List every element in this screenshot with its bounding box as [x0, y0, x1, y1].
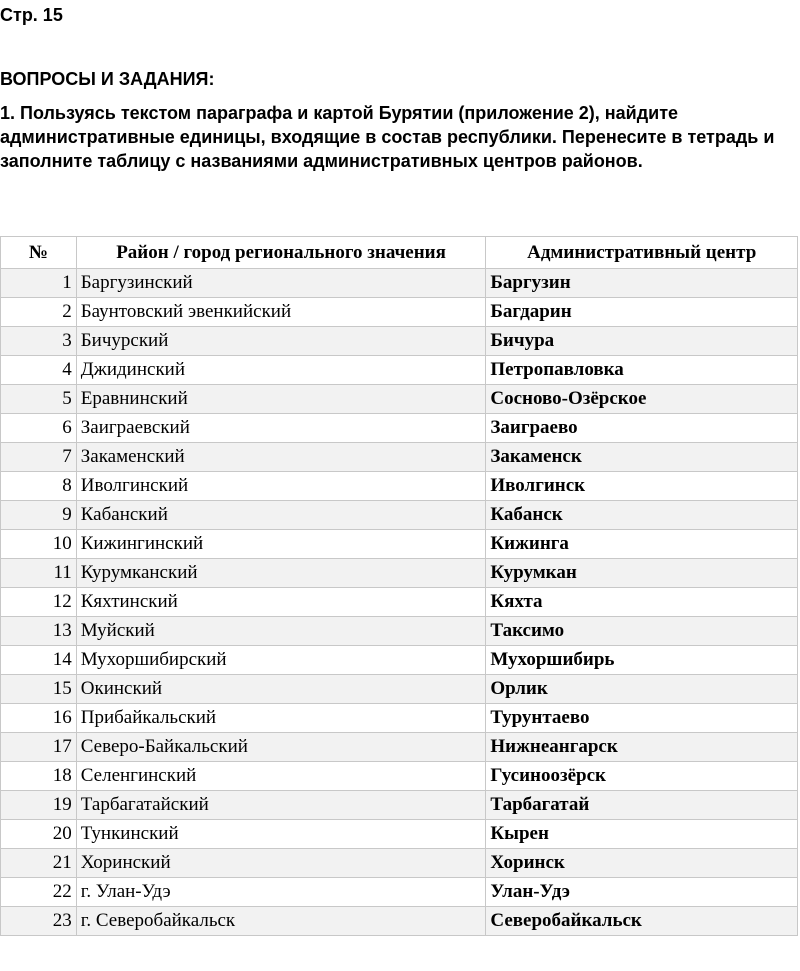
districts-table	[0, 236, 798, 936]
row-number: 5	[1, 385, 77, 414]
table-row	[1, 907, 798, 936]
table-row	[1, 269, 798, 298]
administrative-center: Северобайкальск	[486, 907, 798, 936]
district-name: Заиграевский	[76, 414, 486, 443]
row-number: 18	[1, 762, 77, 791]
district-name: Иволгинский	[76, 472, 486, 501]
table-row	[1, 414, 798, 443]
page-number: Стр. 15	[0, 5, 63, 25]
district-name: Муйский	[76, 617, 486, 646]
column-header-center: Административный центр	[486, 237, 798, 269]
district-name: Тункинский	[76, 820, 486, 849]
row-number: 4	[1, 356, 77, 385]
administrative-center: Закаменск	[486, 443, 798, 472]
table-row	[1, 617, 798, 646]
administrative-center: Мухоршибирь	[486, 646, 798, 675]
row-number: 12	[1, 588, 77, 617]
administrative-center: Таксимо	[486, 617, 798, 646]
administrative-center: Петропавловка	[486, 356, 798, 385]
table-body	[1, 269, 798, 936]
table-row	[1, 385, 798, 414]
table-row	[1, 878, 798, 907]
table-row	[1, 646, 798, 675]
district-name: Северо-Байкальский	[76, 733, 486, 762]
administrative-center: Кижинга	[486, 530, 798, 559]
administrative-center: Кяхта	[486, 588, 798, 617]
row-number: 16	[1, 704, 77, 733]
district-name: Еравнинский	[76, 385, 486, 414]
table-row	[1, 356, 798, 385]
table-row	[1, 849, 798, 878]
row-number: 14	[1, 646, 77, 675]
administrative-center: Орлик	[486, 675, 798, 704]
table-row	[1, 472, 798, 501]
district-name: Закаменский	[76, 443, 486, 472]
row-number: 21	[1, 849, 77, 878]
row-number: 1	[1, 269, 77, 298]
row-number: 2	[1, 298, 77, 327]
administrative-center: Сосново-Озёрское	[486, 385, 798, 414]
section-title: ВОПРОСЫ И ЗАДАНИЯ:	[0, 69, 215, 89]
table-row	[1, 762, 798, 791]
district-name: Баунтовский эвенкийский	[76, 298, 486, 327]
district-name: Кижингинский	[76, 530, 486, 559]
row-number: 23	[1, 907, 77, 936]
administrative-center: Гусиноозёрск	[486, 762, 798, 791]
row-number: 15	[1, 675, 77, 704]
district-name: Хоринский	[76, 849, 486, 878]
row-number: 7	[1, 443, 77, 472]
district-name: г. Улан-Удэ	[76, 878, 486, 907]
table-row	[1, 704, 798, 733]
administrative-center: Бичура	[486, 327, 798, 356]
district-name: Джидинский	[76, 356, 486, 385]
row-number: 11	[1, 559, 77, 588]
district-name: Окинский	[76, 675, 486, 704]
row-number: 20	[1, 820, 77, 849]
table-row	[1, 820, 798, 849]
table-row	[1, 559, 798, 588]
row-number: 10	[1, 530, 77, 559]
administrative-center: Кабанск	[486, 501, 798, 530]
row-number: 22	[1, 878, 77, 907]
table-row	[1, 501, 798, 530]
task-text: 1. Пользуясь текстом параграфа и картой Бурятии (приложение 2), найдите административные единицы, входящие в состав республики. Перенесите в тетрадь и заполните таблицу с названиями административных центров районов.	[0, 103, 775, 171]
district-name: Баргузинский	[76, 269, 486, 298]
table-row	[1, 327, 798, 356]
row-number: 8	[1, 472, 77, 501]
district-name: Тарбагатайский	[76, 791, 486, 820]
administrative-center: Улан-Удэ	[486, 878, 798, 907]
administrative-center: Тарбагатай	[486, 791, 798, 820]
row-number: 6	[1, 414, 77, 443]
administrative-center: Баргузин	[486, 269, 798, 298]
table-row	[1, 675, 798, 704]
district-name: Курумканский	[76, 559, 486, 588]
table-row	[1, 443, 798, 472]
district-name: Селенгинский	[76, 762, 486, 791]
row-number: 13	[1, 617, 77, 646]
district-name: Мухоршибирский	[76, 646, 486, 675]
table-row	[1, 791, 798, 820]
district-name: Прибайкальский	[76, 704, 486, 733]
district-name: г. Северобайкальск	[76, 907, 486, 936]
table-row	[1, 588, 798, 617]
table-header-row	[1, 237, 798, 269]
administrative-center: Багдарин	[486, 298, 798, 327]
administrative-center: Турунтаево	[486, 704, 798, 733]
administrative-center: Хоринск	[486, 849, 798, 878]
administrative-center: Иволгинск	[486, 472, 798, 501]
administrative-center: Кырен	[486, 820, 798, 849]
row-number: 3	[1, 327, 77, 356]
table-row	[1, 298, 798, 327]
row-number: 9	[1, 501, 77, 530]
row-number: 17	[1, 733, 77, 762]
column-header-number: №	[1, 237, 77, 269]
table-row	[1, 733, 798, 762]
column-header-district: Район / город регионального значения	[76, 237, 486, 269]
administrative-center: Курумкан	[486, 559, 798, 588]
table-row	[1, 530, 798, 559]
row-number: 19	[1, 791, 77, 820]
administrative-center: Заиграево	[486, 414, 798, 443]
district-name: Кяхтинский	[76, 588, 486, 617]
district-name: Кабанский	[76, 501, 486, 530]
district-name: Бичурский	[76, 327, 486, 356]
administrative-center: Нижнеангарск	[486, 733, 798, 762]
